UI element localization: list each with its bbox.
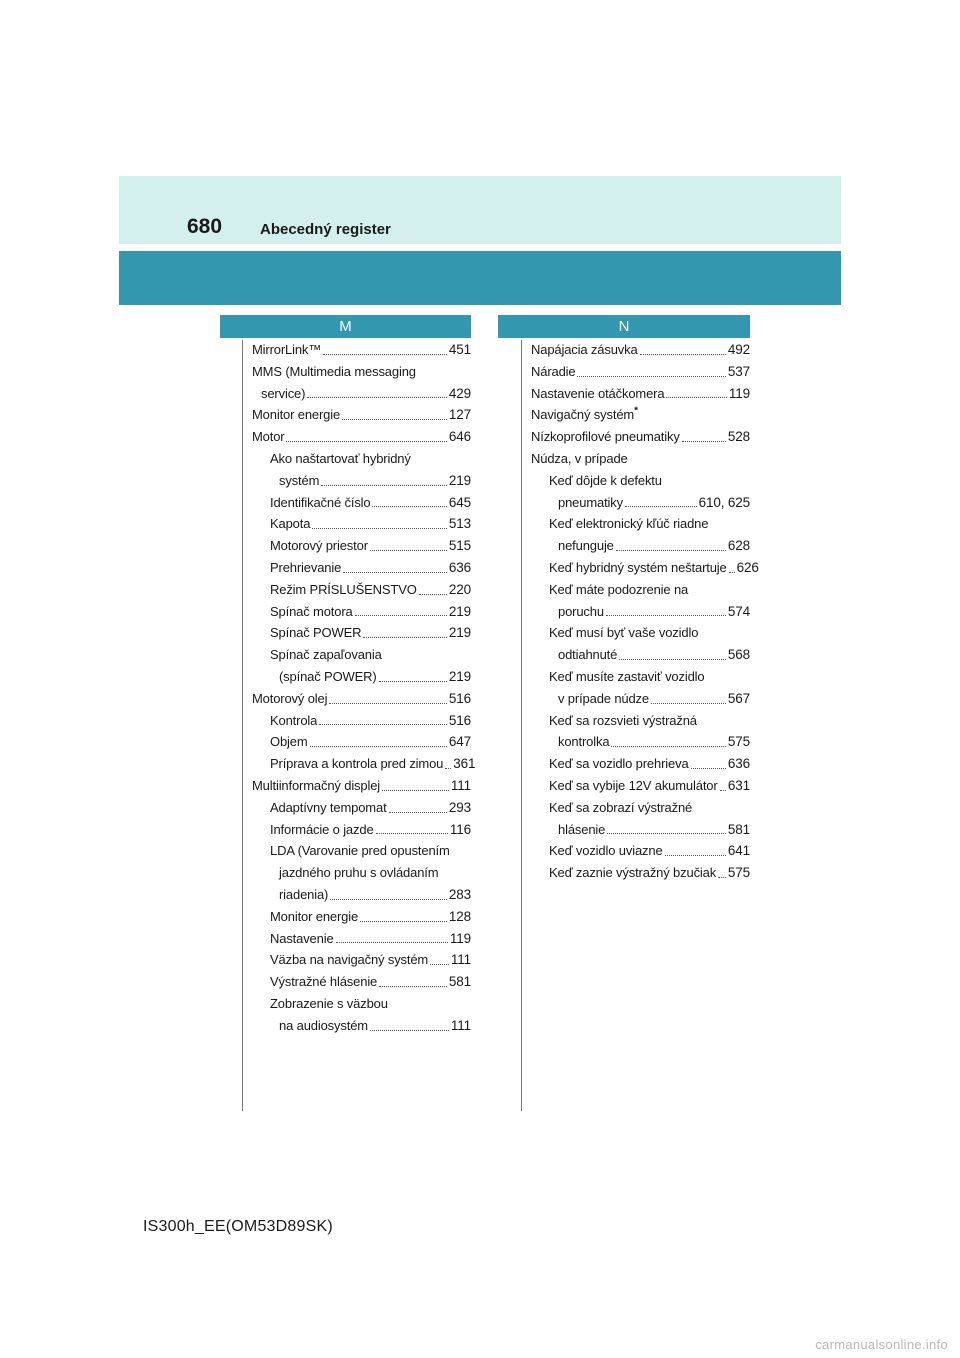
index-entry-text: riadenia) (279, 886, 329, 902)
index-entry-text: Keď sa zobrazí výstražné (549, 799, 693, 815)
page-reference: 641 (727, 843, 750, 859)
dot-leader (330, 899, 447, 900)
dot-leader (419, 594, 447, 595)
index-entry-line (252, 840, 471, 862)
letter-heading-n: N (498, 315, 750, 338)
index-entry-text: Výstražné hlásenie (270, 974, 378, 990)
index-entry-text: Náradie (531, 363, 576, 379)
index-entry (252, 470, 471, 492)
index-entry (252, 710, 471, 732)
index-entry-text: Režim PRÍSLUŠENSTVO (270, 581, 417, 597)
index-column-n (531, 339, 759, 884)
index-entry (252, 928, 471, 950)
page-reference: 220 (448, 581, 471, 597)
dot-leader (379, 986, 447, 987)
dot-leader (372, 506, 446, 507)
page-reference: 293 (448, 799, 471, 815)
index-entry-text: Nastavenie (270, 930, 334, 946)
index-entry (252, 339, 471, 361)
page-reference: 283 (448, 886, 471, 902)
page-reference: 116 (449, 821, 471, 837)
index-entry (531, 644, 750, 666)
dot-leader (343, 572, 447, 573)
index-entry-line (531, 404, 750, 426)
index-entry (531, 688, 750, 710)
page-reference: 574 (727, 603, 750, 619)
index-entry (531, 601, 750, 623)
index-entry (252, 601, 471, 623)
index-entry-text: Monitor energie (270, 908, 359, 924)
index-entry-text: Spínač POWER (270, 625, 362, 641)
index-entry (252, 535, 471, 557)
index-entry-text: Núdza, v prípade (531, 450, 628, 466)
page-reference: 492 (727, 342, 750, 357)
index-entry (252, 775, 471, 797)
dot-leader (682, 441, 726, 442)
dot-leader (640, 354, 726, 355)
index-entry-text: systém (279, 472, 320, 488)
dot-leader (360, 921, 447, 922)
index-entry-text: Napájacia zásuvka (531, 342, 638, 357)
index-entry (252, 513, 471, 535)
index-entry-text: Keď sa vozidlo prehrieva (549, 756, 689, 772)
page-reference: 219 (448, 472, 471, 488)
index-entry (252, 492, 471, 514)
index-entry (252, 731, 471, 753)
page-reference: 537 (727, 363, 750, 379)
dot-leader (382, 790, 449, 791)
index-entry (252, 404, 471, 426)
index-entry (252, 622, 471, 644)
index-entry-text: Motorový priestor (270, 538, 368, 554)
index-entry-text: Spínač motora (270, 603, 353, 619)
index-entry (531, 557, 759, 579)
dot-leader (312, 528, 447, 529)
index-entry (252, 906, 471, 928)
footer-model-code: IS300h_EE(OM53D89SK) (143, 1218, 333, 1235)
page-reference: 515 (448, 538, 471, 554)
dot-leader (379, 681, 447, 682)
dot-leader (329, 703, 447, 704)
index-entry (531, 753, 750, 775)
index-entry-text: Keď hybridný systém neštartuje (549, 559, 727, 575)
dot-leader (666, 397, 727, 398)
dot-leader (319, 724, 447, 725)
index-entry (531, 775, 750, 797)
page-reference: 626 (736, 559, 759, 575)
page-reference: 111 (450, 952, 471, 968)
page-reference: 636 (727, 756, 750, 772)
index-entry-text: MirrorLink™ (252, 342, 322, 357)
index-entry-text: pneumatiky (558, 494, 623, 510)
page-reference: 581 (448, 974, 471, 990)
page-reference: 581 (727, 821, 750, 837)
index-entry-text: (spínač POWER) (279, 668, 377, 684)
page-reference: 111 (450, 777, 471, 793)
dot-leader (363, 637, 447, 638)
watermark: carmanualsonline.info (815, 1337, 948, 1352)
column-rule-left (242, 340, 243, 1111)
index-entry-text: Keď máte podozrenie na (549, 581, 689, 597)
index-entry-text: Motor (252, 429, 285, 445)
dot-leader (625, 506, 697, 507)
index-entry-text: LDA (Varovanie pred opustením (270, 843, 450, 859)
index-entry-line (252, 993, 471, 1015)
index-entry-text: Prehrievanie (270, 559, 342, 575)
page-reference: 645 (448, 494, 471, 510)
dot-leader (370, 550, 447, 551)
dot-leader (607, 833, 726, 834)
index-entry-text: Informácie o jazde (270, 821, 374, 837)
index-entry (252, 666, 471, 688)
page-reference: 128 (448, 908, 471, 924)
index-entry-line (531, 579, 750, 601)
index-entry-text: Keď sa rozsvieti výstražná (549, 712, 697, 728)
index-entry (531, 426, 750, 448)
dot-leader (720, 790, 726, 791)
page-reference: 219 (448, 668, 471, 684)
index-entry-line (531, 513, 750, 535)
index-entry-text: odtiahnuté (558, 647, 618, 663)
page-reference: 628 (727, 538, 750, 554)
index-entry-text: Keď zaznie výstražný bzučiak (549, 865, 717, 881)
index-entry-line (252, 361, 471, 383)
page-reference: 219 (448, 625, 471, 641)
index-entry (252, 383, 471, 405)
index-entry (531, 339, 750, 361)
index-entry (252, 797, 471, 819)
index-entry-text: Keď vozidlo uviazne (549, 843, 663, 859)
dot-leader (336, 942, 448, 943)
page-reference: 119 (449, 930, 471, 946)
index-entry-text: Keď elektronický kľúč riadne (549, 516, 709, 532)
dot-leader (323, 354, 447, 355)
index-entry (252, 819, 471, 841)
dot-leader (445, 768, 451, 769)
index-entry (252, 949, 471, 971)
index-entry-text: Motorový olej (252, 690, 328, 706)
index-entry (252, 884, 471, 906)
index-entry-text: Adaptívny tempomat (270, 799, 387, 815)
index-entry-text: kontrolka (558, 734, 610, 750)
index-entry (252, 426, 471, 448)
index-entry-line (531, 797, 750, 819)
page-reference: 567 (727, 690, 750, 706)
index-entry-text: v prípade núdze (558, 690, 649, 706)
page-reference: 429 (448, 385, 471, 401)
index-entry-text: Keď musí byť vaše vozidlo (549, 625, 699, 641)
index-entry (252, 579, 471, 601)
index-entry (252, 557, 471, 579)
page-reference: 568 (727, 647, 750, 663)
page-reference: 631 (727, 777, 750, 793)
index-entry-text: Monitor energie (252, 407, 341, 423)
index-entry-text: jazdného pruhu s ovládaním (279, 865, 439, 881)
dot-leader (370, 1030, 449, 1031)
page-reference: 119 (728, 385, 750, 401)
index-entry-text: Spínač zapaľovania (270, 647, 382, 663)
index-entry-line (531, 470, 750, 492)
dot-leader (286, 441, 446, 442)
index-entry (252, 971, 471, 993)
dot-leader (376, 833, 448, 834)
page-reference: 219 (448, 603, 471, 619)
index-entry (531, 731, 750, 753)
index-entry-line (531, 666, 750, 688)
index-entry-text: Nízkoprofilové pneumatiky (531, 429, 680, 445)
index-entry-text: poruchu (558, 603, 604, 619)
index-entry (531, 819, 750, 841)
page-reference: 361 (453, 756, 476, 772)
index-entry-text: Multiinformačný displej (252, 777, 381, 793)
dot-leader (389, 812, 447, 813)
page-reference: 516 (448, 690, 471, 706)
dot-leader (342, 419, 447, 420)
index-entry (252, 688, 471, 710)
page-reference: 575 (727, 734, 750, 750)
page-reference: 528 (727, 429, 750, 445)
page-reference: 647 (448, 734, 471, 750)
index-column-m (252, 339, 476, 1037)
index-entry (531, 862, 750, 884)
index-entry-text: MMS (Multimedia messaging (252, 363, 416, 379)
index-entry-line (252, 448, 471, 470)
dot-leader (355, 615, 447, 616)
index-entry-text: hlásenie (558, 821, 606, 837)
header-band (119, 176, 841, 244)
dot-leader (665, 855, 726, 856)
page-reference: 516 (448, 712, 471, 728)
dot-leader (307, 397, 447, 398)
page-reference: 127 (448, 407, 471, 423)
dot-leader (619, 659, 726, 660)
section-banner (119, 251, 841, 305)
index-entry-text: Zobrazenie s väzbou (270, 995, 388, 1011)
index-entry (531, 492, 750, 514)
index-entry-line (531, 622, 750, 644)
page-reference: 513 (448, 516, 471, 532)
index-entry (531, 383, 750, 405)
dot-leader (321, 485, 447, 486)
index-entry-text: Väzba na navigačný systém (270, 952, 429, 968)
index-entry-line (252, 644, 471, 666)
dot-leader (616, 550, 726, 551)
dot-leader (651, 703, 726, 704)
index-entry (531, 840, 750, 862)
page-reference: 646 (448, 429, 471, 445)
dot-leader (691, 768, 726, 769)
dot-leader (718, 877, 726, 878)
dot-leader (577, 376, 725, 377)
dot-leader (606, 615, 726, 616)
index-entry-text: Kapota (270, 516, 311, 532)
letter-heading-m: M (220, 315, 471, 338)
index-entry-text: Nastavenie otáčkomera (531, 385, 665, 401)
index-entry-text: Príprava a kontrola pred zimou (270, 756, 444, 772)
page-reference: 451 (448, 342, 471, 357)
index-entry-line (531, 448, 750, 470)
column-rule-right (521, 340, 522, 1111)
index-entry (531, 361, 750, 383)
index-entry-text: Keď musíte zastaviť vozidlo (549, 668, 705, 684)
page-reference: 636 (448, 559, 471, 575)
index-entry-text: na audiosystém (279, 1017, 368, 1033)
footnote-mark: * (634, 406, 638, 418)
dot-leader (310, 746, 447, 747)
index-entry-text: Objem (270, 734, 308, 750)
page-reference: 575 (727, 865, 750, 881)
index-entry-text: Ako naštartovať hybridný (270, 450, 411, 466)
index-entry-text: nefunguje (558, 538, 614, 554)
page-reference: 610, 625 (698, 494, 750, 510)
index-entry (531, 535, 750, 557)
dot-leader (611, 746, 726, 747)
page-reference: 111 (450, 1017, 471, 1033)
index-entry-text: Keď dôjde k defektu (549, 472, 662, 488)
dot-leader (430, 964, 449, 965)
dot-leader (729, 572, 735, 573)
index-entry-text: Keď sa vybije 12V akumulátor (549, 777, 718, 793)
page-number: 680 (187, 215, 223, 238)
index-entry-line (252, 862, 471, 884)
index-entry (252, 1015, 471, 1037)
index-entry-line (531, 710, 750, 732)
index-entry-text: Navigačný systém (531, 407, 635, 423)
running-title: Abecedný register (260, 221, 391, 238)
index-entry-text: Kontrola (270, 712, 318, 728)
index-entry-text: Identifikačné číslo (270, 494, 371, 510)
index-entry-text: service) (261, 385, 306, 401)
index-entry (252, 753, 476, 775)
